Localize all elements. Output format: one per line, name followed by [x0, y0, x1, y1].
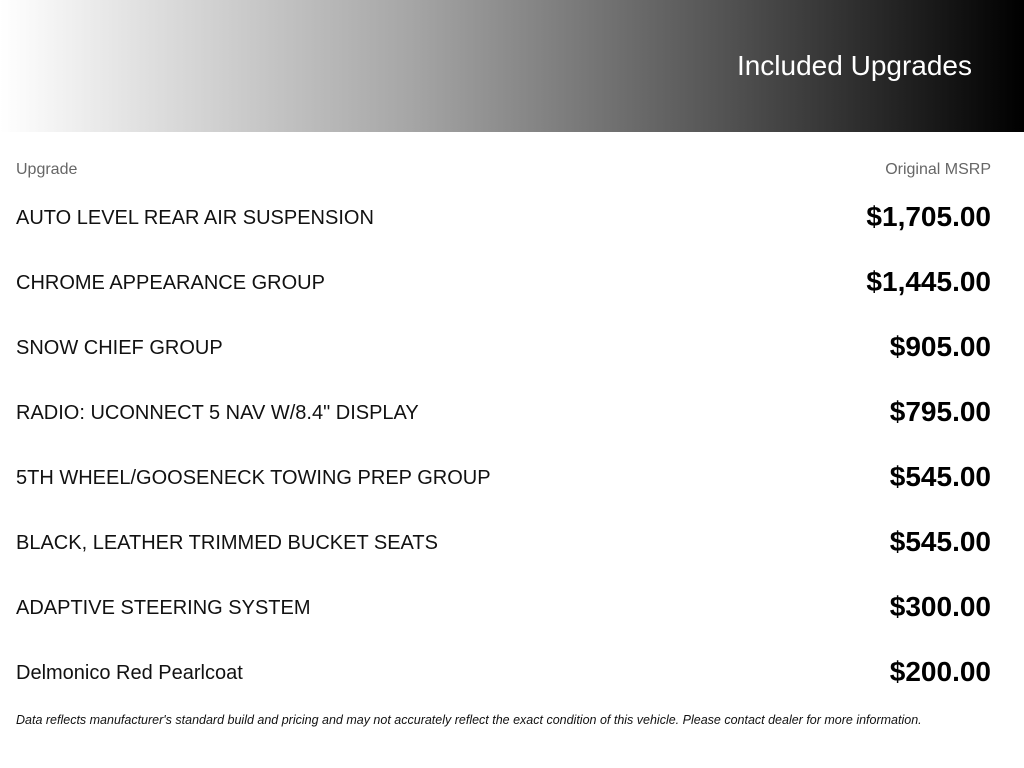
column-header-upgrade: Upgrade [16, 161, 78, 178]
upgrade-name: SNOW CHIEF GROUP [16, 337, 223, 359]
list-item [0, 192, 1024, 257]
upgrade-price: $545.00 [889, 526, 991, 557]
upgrades-list [0, 192, 1024, 712]
upgrade-name: CHROME APPEARANCE GROUP [16, 272, 325, 294]
upgrade-name: 5TH WHEEL/GOOSENECK TOWING PREP GROUP [16, 467, 491, 489]
upgrade-price: $905.00 [889, 331, 991, 362]
upgrade-name: AUTO LEVEL REAR AIR SUSPENSION [16, 207, 374, 229]
upgrade-price: $200.00 [889, 656, 991, 687]
disclaimer-text: Data reflects manufacturer's standard build and pricing and may not accurately reflect the exact condition of this vehicle. Please contact dealer for more information. [16, 713, 922, 727]
upgrade-name: RADIO: UCONNECT 5 NAV W/8.4" DISPLAY [16, 402, 419, 424]
list-item [0, 517, 1024, 582]
upgrade-price: $1,705.00 [866, 201, 991, 232]
list-item [0, 452, 1024, 517]
upgrade-name: BLACK, LEATHER TRIMMED BUCKET SEATS [16, 532, 438, 554]
column-header-msrp: Original MSRP [885, 161, 991, 178]
header-banner [0, 0, 1024, 132]
upgrade-price: $1,445.00 [866, 266, 991, 297]
list-item [0, 582, 1024, 647]
list-item [0, 257, 1024, 322]
list-item [0, 647, 1024, 712]
upgrade-price: $300.00 [889, 591, 991, 622]
list-item [0, 322, 1024, 387]
upgrade-name: Delmonico Red Pearlcoat [16, 662, 243, 684]
upgrade-name: ADAPTIVE STEERING SYSTEM [16, 597, 311, 619]
upgrade-price: $795.00 [889, 396, 991, 427]
page-title: Included Upgrades [736, 50, 972, 81]
list-item [0, 387, 1024, 452]
upgrade-price: $545.00 [889, 461, 991, 492]
